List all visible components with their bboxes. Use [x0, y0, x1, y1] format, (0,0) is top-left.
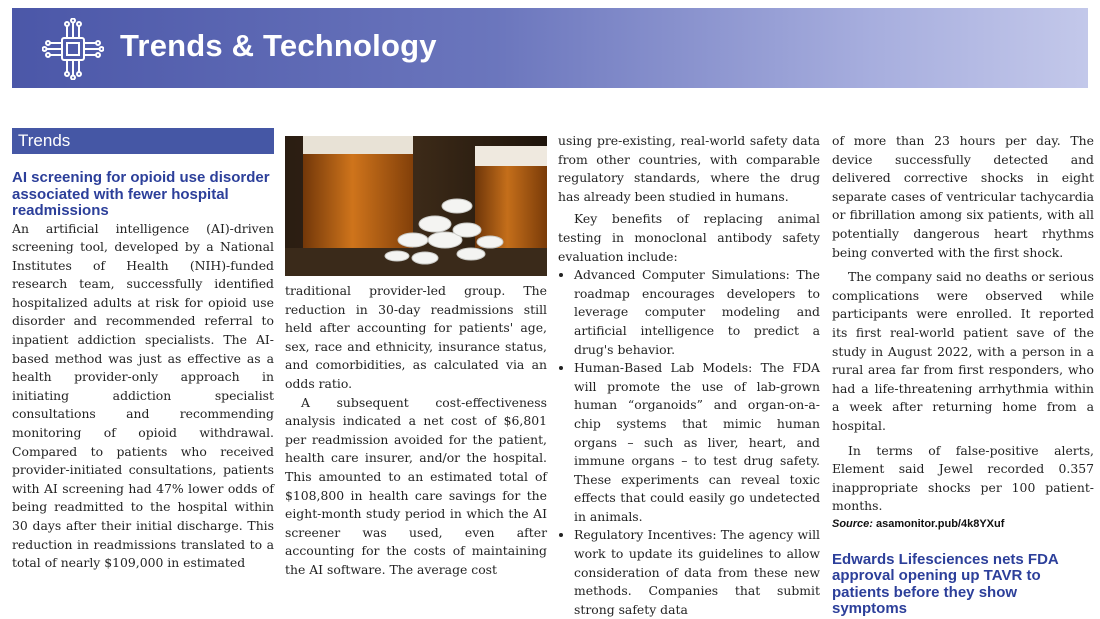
col4-para-3: In terms of false-positive alerts, Element said Jewel recorded 0.357 inappropriate shocks per 100 patient-months. [832, 442, 1094, 514]
column-3 [558, 132, 820, 619]
col3-para-2: Key benefits of replacing animal testing in monoclonal antibody safety evaluation include: [558, 211, 820, 264]
col3-para-1: using pre-existing, real-world safety data from other countries, with comparable regulatory standards, where the drug has already been studied in humans. [558, 133, 820, 204]
col2-para-2: A subsequent cost-effectiveness analysis indicated a net cost of $6,801 per readmission avoided for the patient, health care insurer, and/or the hospital. This amounted to an estimated total of $108,800 in health care savings for the eight-month study period in which the AI screener was used, even after accounting for the costs of maintaining the AI software. The average cost [285, 394, 547, 577]
article-headline-2: Edwards Lifesciences nets FDA approval opening up TAVR to patients before they show symptoms [832, 550, 1059, 618]
banner-title: Trends & Technology [120, 28, 437, 63]
benefits-list [558, 266, 820, 619]
section-banner [12, 8, 1088, 88]
col2-para-1: traditional provider-led group. The reduction in 30-day readmissions still held after accounting for patients' age, sex, race and ethnicity, insurance status, and comorbidities, as calculated via an odds ratio. [285, 283, 547, 391]
pills-photo [285, 136, 547, 276]
source-line [832, 518, 1094, 530]
section-tag: Trends [12, 128, 274, 154]
circuit-chip-icon [42, 18, 104, 80]
col4-para-1: of more than 23 hours per day. The device successfully detected and delivered corrective shocks in eight separate cases of ventricular tachycardia or fibrillation among six patients, with all potentially dangerous heart rhythms being converted with the first shock. [832, 133, 1094, 260]
column-1 [12, 128, 274, 573]
list-item: • Regulatory Incentives: The agency will work to update its guidelines to allow consideration of data from these new methods. Companies that submit strong safety data [574, 526, 820, 619]
column-4 [832, 132, 1094, 618]
article-body: An artificial intelligence (AI)-driven screening tool, developed by a National Institutes of Health (NIH)-funded research team, successfully identified hospitalized adults at risk for opioid use disorder and recommended referral to inpatient addiction specialists. The AI-based method was just as effective as a health provider-only approach in initiating addiction specialist consultations and recommending monitoring of opioid withdrawal. Compared to patients who received provider-initiated consultations, patients with AI screening had 47% lower odds of being readmitted to the hospital within 30 days after their initial discharge. This reduction in readmissions translated to a total of nearly $109,000 in estimated [12, 220, 274, 571]
column-2 [285, 282, 547, 580]
source-link[interactable]: asamonitor.pub/4k8YXuf [876, 517, 1005, 530]
list-item: • Advanced Computer Simulations: The roadmap encourages developers to leverage computer modeling and artificial intelligence to predict a drug's behavior. [574, 266, 820, 359]
col4-para-2: The company said no deaths or serious complications were observed while participants were enrolled. It reported its first real-world patient save of the study in August 2022, with a person in a rural area far from first responders, who had a life-threatening arrhythmia within a week after returning home from a hospital. [832, 269, 1094, 433]
list-item: • Human-Based Lab Models: The FDA will promote the use of lab-grown human “organoids” and organ-on-a-chip systems that mimic human organs – such as liver, heart, and immune organs – to test drug safety. These experiments can reveal toxic effects that could easily go undetected in animals. [574, 359, 820, 526]
article-headline: AI screening for opioid use disorder associated with fewer hospital readmissions [12, 169, 270, 219]
source-label: Source: [832, 517, 873, 530]
